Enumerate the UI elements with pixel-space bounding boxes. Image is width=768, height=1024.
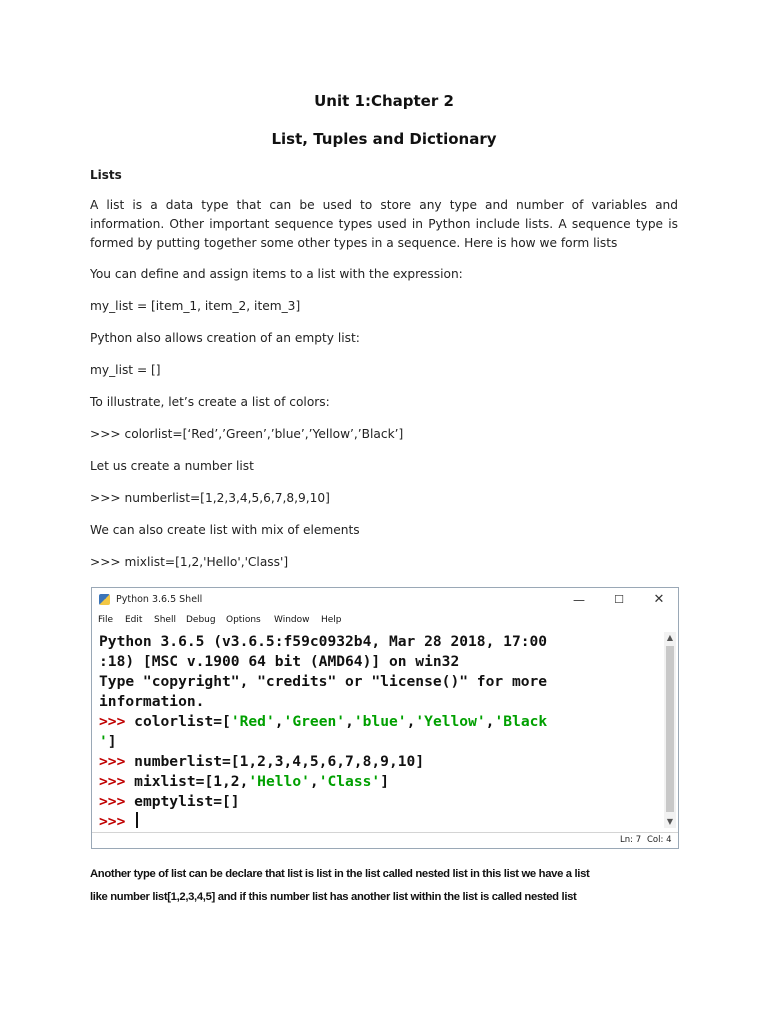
string-literal: 'Class' bbox=[318, 773, 381, 790]
minimize-button[interactable]: — bbox=[573, 593, 585, 607]
string-literal: 'Green' bbox=[283, 713, 346, 730]
code-text: emptylist=[] bbox=[134, 793, 240, 810]
code-text: colorlist=[ bbox=[134, 713, 231, 730]
shell-prompt: >>> bbox=[99, 813, 126, 830]
shell-prompt: >>> bbox=[99, 773, 126, 790]
menu-file[interactable]: File bbox=[98, 615, 114, 625]
maximize-button[interactable]: ☐ bbox=[614, 593, 624, 606]
menu-edit[interactable]: Edit bbox=[125, 615, 143, 625]
idle-shell-window bbox=[91, 587, 679, 849]
text-line: You can define and assign items to a list with the expression: bbox=[90, 267, 463, 281]
shell-line-input[interactable] bbox=[99, 812, 138, 830]
string-literal: 'Hello' bbox=[248, 773, 310, 790]
menu-shell[interactable]: Shell bbox=[154, 615, 176, 625]
vertical-scrollbar[interactable] bbox=[664, 632, 676, 828]
menu-window[interactable]: Window bbox=[274, 615, 310, 625]
code-line: >>> mixlist=[1,2,'Hello','Class'] bbox=[90, 555, 289, 569]
shell-line-mixlist bbox=[99, 772, 389, 792]
text-line: Python also allows creation of an empty list: bbox=[90, 331, 360, 345]
python-icon bbox=[99, 594, 110, 605]
text-line: To illustrate, let’s create a list of colors: bbox=[90, 395, 330, 409]
window-title: Python 3.6.5 Shell bbox=[116, 594, 203, 605]
string-literal: 'Black bbox=[494, 713, 548, 730]
menu-help[interactable]: Help bbox=[321, 615, 342, 625]
banner-line: Type "copyright", "credits" or "license()" for more bbox=[99, 673, 548, 690]
text-cursor bbox=[136, 812, 138, 828]
shell-text-area[interactable] bbox=[96, 630, 664, 830]
code-text: , bbox=[309, 773, 319, 790]
shell-line-colorlist: >>> colorlist=['Red','Green','blue','Yellow','Black bbox=[99, 713, 548, 730]
banner-line: information. bbox=[99, 693, 205, 710]
menu-debug[interactable]: Debug bbox=[186, 615, 216, 625]
string-literal: 'Red' bbox=[230, 713, 275, 730]
code-line: >>> colorlist=[‘Red’,’Green’,’blue’,’Yellow’,’Black’] bbox=[90, 427, 404, 441]
string-literal: ' bbox=[99, 733, 108, 750]
status-bar bbox=[92, 832, 678, 849]
string-literal: 'blue' bbox=[353, 713, 407, 730]
page-subtitle: List, Tuples and Dictionary bbox=[271, 130, 497, 148]
closing-paragraph-line: Another type of list can be declare that list is list in the list called nested list in this list we have a list bbox=[90, 868, 590, 880]
shell-line-emptylist bbox=[99, 792, 240, 812]
code-text: ] bbox=[107, 733, 117, 750]
scrollbar-thumb[interactable] bbox=[666, 646, 674, 812]
scroll-up-icon[interactable]: ▲ bbox=[666, 633, 674, 642]
section-heading: Lists bbox=[90, 168, 122, 182]
text-line: Let us create a number list bbox=[90, 459, 254, 473]
shell-prompt: >>> bbox=[99, 713, 126, 730]
closing-paragraph-line: like number list[1,2,3,4,5] and if this number list has another list within the list is called nested list bbox=[90, 891, 577, 903]
code-text: ] bbox=[380, 773, 390, 790]
shell-prompt: >>> bbox=[99, 793, 126, 810]
intro-paragraph: A list is a data type that can be used to store any type and number of variables and information. Other important sequence types used in Python include lists. A sequence type is formed by putting together some other types in a sequence. Here is how we form lists bbox=[90, 198, 678, 250]
menu-options[interactable]: Options bbox=[226, 615, 261, 625]
code-line: my_list = [item_1, item_2, item_3] bbox=[90, 299, 301, 313]
code-text: numberlist=[1,2,3,4,5,6,7,8,9,10] bbox=[134, 753, 425, 770]
shell-line-wrap bbox=[99, 732, 117, 752]
string-literal: 'Yellow' bbox=[415, 713, 486, 730]
code-line: >>> numberlist=[1,2,3,4,5,6,7,8,9,10] bbox=[90, 491, 330, 505]
banner-line: :18) [MSC v.1900 64 bit (AMD64)] on win32 bbox=[99, 653, 460, 670]
window-titlebar[interactable] bbox=[92, 588, 678, 612]
menu-bar bbox=[92, 614, 678, 630]
status-column-number: Col: 4 bbox=[647, 835, 672, 845]
page-title: Unit 1:Chapter 2 bbox=[314, 92, 454, 110]
scroll-down-icon[interactable]: ▼ bbox=[666, 817, 674, 826]
code-text: mixlist=[1,2, bbox=[134, 773, 249, 790]
shell-line-numberlist bbox=[99, 752, 424, 772]
code-line: my_list = [] bbox=[90, 363, 161, 377]
shell-prompt: >>> bbox=[99, 753, 126, 770]
status-line-number: Ln: 7 bbox=[620, 835, 642, 845]
close-button[interactable]: ✕ bbox=[653, 592, 665, 607]
banner-line: Python 3.6.5 (v3.6.5:f59c0932b4, Mar 28 2018, 17:00 bbox=[99, 633, 548, 650]
text-line: We can also create list with mix of elements bbox=[90, 523, 360, 537]
